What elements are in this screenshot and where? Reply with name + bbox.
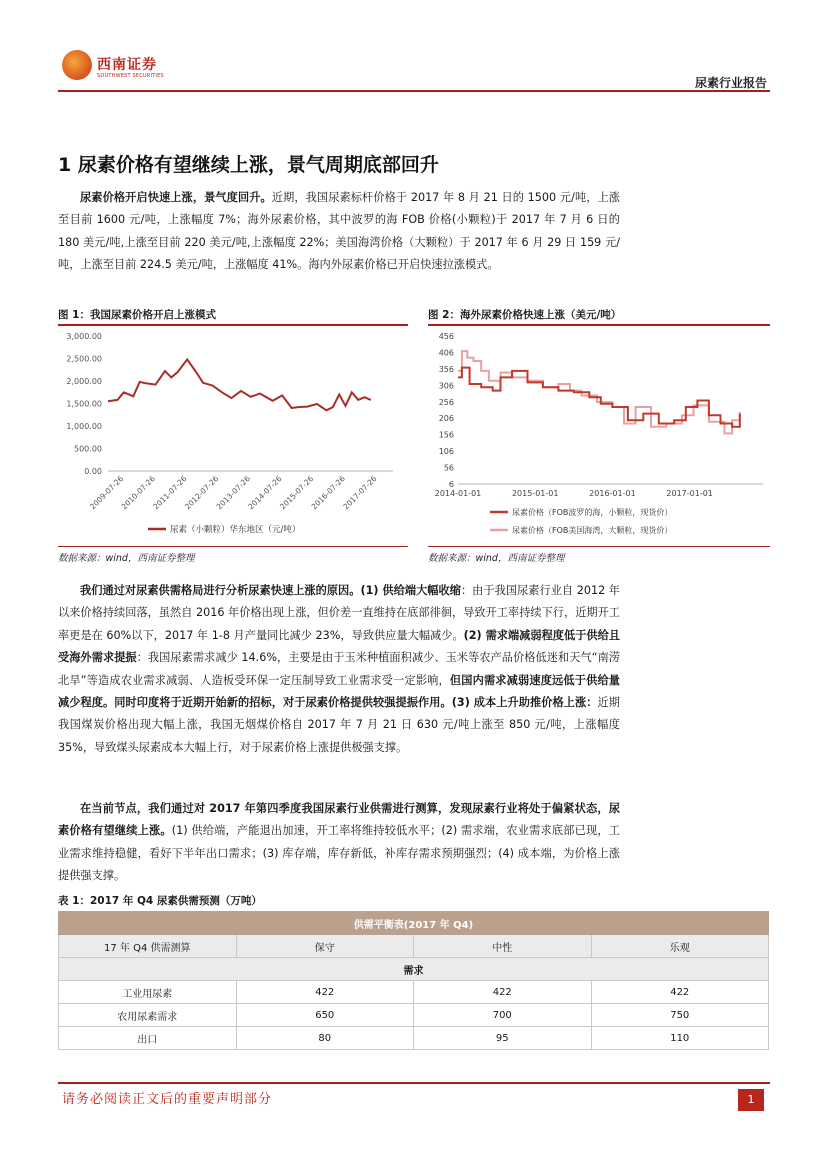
logo-en: SOUTHWEST SECURITIES: [97, 73, 164, 79]
p2-body-3: 近期我国煤炭价格出现大幅上涨，我国无烟煤价格自 2017 年 7 月 21 日 630 元/吨上涨至 850 元/吨，上涨幅度 35%，导致煤头尿素成本大幅上行，对于尿素价格上涨提供极强支撑。: [58, 696, 620, 754]
table-cell: 422: [236, 981, 414, 1004]
table-header-cell: 17 年 Q4 供需测算: [59, 935, 237, 958]
figure2-source: 数据来源：wind，西南证券整理: [428, 553, 565, 564]
table-title: 表 1：2017 年 Q4 尿素供需预测（万吨）: [58, 895, 262, 907]
chart1-y-tick: 0.00: [84, 467, 102, 476]
chart2-y-tick: 306: [438, 381, 454, 391]
p3-lead: 在当前节点，我们通过对 2017 年第四季度我国尿素行业供需进行测算，发现尿素行业将处于偏紧状态，尿素价格有望继续上涨。: [58, 802, 620, 838]
figure1-source: 数据来源：wind，西南证券整理: [58, 553, 195, 564]
table-row: [59, 1004, 769, 1027]
chart2-series-gulf: [458, 351, 740, 433]
p1-lead: 尿素价格开启快速上涨，景气度回升。: [80, 191, 272, 204]
chart2-legend-label-2: 尿素价格（FOB美国海湾，大颗粒，现货价）: [512, 526, 673, 535]
chart2-y-tick: 56: [443, 463, 454, 473]
chart2-x-tick: 2016-01-01: [589, 489, 636, 498]
chart1-x-tick: 2010-07-26: [119, 474, 157, 512]
table-group-label: 需求: [59, 958, 769, 981]
chart2-y-tick: 156: [438, 430, 454, 440]
page-number: 1: [738, 1089, 764, 1111]
chart1-x-tick: 2014-07-26: [246, 474, 284, 512]
chart1: [58, 326, 408, 544]
table-header-cell: 乐观: [591, 935, 769, 958]
chart1-x-tick: 2011-07-26: [151, 474, 189, 512]
table-cell: 422: [414, 981, 592, 1004]
chart1-y-tick: 2,500.00: [66, 354, 102, 364]
table-banner: 供需平衡表(2017 年 Q4): [59, 912, 769, 935]
figure1-source-rule: [58, 546, 408, 547]
chart2: [428, 326, 770, 544]
p2-body-1: ：由于我国尿素行业自 2012 年以来价格持续回落，虽然自 2016 年价格出现上涨，但价差一直维持在底部徘徊，导致开工率持续下行，近期开工率更是在 60%以下，2017 年 1-8 月产量同比减少 23%，导致供应量大幅减少。: [58, 584, 620, 642]
table-cell: 422: [591, 981, 769, 1004]
table-header-cell: 中性: [414, 935, 592, 958]
report-type: 尿素行业报告: [694, 76, 767, 90]
figure1-label: 图 1：我国尿素价格开启上涨模式: [58, 309, 216, 321]
table-row: [59, 981, 769, 1004]
figure2-source-rule: [428, 546, 770, 547]
table-cell: 出口: [59, 1027, 237, 1050]
chart1-x-tick: 2016-07-26: [309, 474, 347, 512]
table-cell: 80: [236, 1027, 414, 1050]
header-rule: [58, 90, 770, 92]
chart1-y-tick: 1,000.00: [66, 422, 102, 431]
paragraph-1: [58, 187, 620, 277]
figure2-label: 图 2：海外尿素价格快速上涨（美元/吨）: [428, 309, 622, 321]
chart1-x-tick: 2013-07-26: [214, 474, 252, 512]
chart2-x-tick: 2015-01-01: [511, 489, 559, 498]
chart1-series-line: [108, 359, 371, 410]
chart2-y-tick: 456: [438, 332, 454, 341]
table-cell: 750: [591, 1004, 769, 1027]
chart1-x-tick: 2012-07-26: [183, 474, 221, 512]
logo-cn: 西南证券: [97, 57, 157, 73]
p2-bold-3: 但国内需求减弱速度远低于供给量减少程度。同时印度将于近期开始新的招标，对于尿素价格提供较强提振作用。(3) 成本上升助推价格上涨：: [58, 673, 620, 710]
table-cell: 650: [236, 1004, 414, 1027]
paragraph-2: [58, 580, 620, 759]
table-cell: 农用尿素需求: [59, 1004, 237, 1027]
chart2-y-tick: 6: [448, 480, 454, 489]
table-cell: 95: [414, 1027, 592, 1050]
chart2-y-tick: 406: [438, 348, 454, 358]
chart2-y-tick: 206: [438, 414, 454, 424]
table-cell: 700: [414, 1004, 592, 1027]
chart1-x-tick: 2017-07-26: [341, 474, 379, 512]
chart2-y-tick: 256: [438, 397, 454, 407]
table-header-cell: 保守: [236, 935, 414, 958]
chart2-x-tick: 2014-01-01: [434, 489, 482, 498]
p2-lead: 我们通过对尿素供需格局进行分析尿素快速上涨的原因。(1) 供给端大幅收缩: [80, 584, 461, 597]
chart1-y-tick: 2,000.00: [66, 377, 102, 386]
chart2-y-tick: 106: [438, 447, 454, 457]
chart2-series-baltic: [458, 368, 740, 427]
p3-body: (1) 供给端，产能退出加速，开工率将维持较低水平；(2) 需求端，农业需求底部已现，工业需求维持稳健，看好下半年出口需求；(3) 库存端，库存新低，补库存需求预期强烈；(4) 成本端，为价格上涨提供强支撑。: [58, 824, 620, 883]
p2-bold-2: (2) 需求端减弱程度低于供给且受海外需求提振: [58, 628, 620, 665]
footer-rule: [58, 1082, 770, 1084]
table-cell: 工业用尿素: [59, 981, 237, 1004]
p1-body: 近期，我国尿素标杆价格于 2017 年 8 月 21 日的 1500 元/吨，上涨至目前 1600 元/吨，上涨幅度 7%；海外尿素价格，其中波罗的海 FOB 价格(小颗粒)于 2017 年 7 月 6 日的 180 美元/吨,上涨至目前 220 美元/吨,上涨幅度 22%；美国海湾价格（大颗粒）于 2017 年 6 月 29 日 159 元/吨，上涨至目前 224.5 美元/吨，上涨幅度 41%。海内外尿素价格已开启快速拉涨模式。: [58, 191, 620, 272]
paragraph-3: [58, 798, 620, 888]
chart2-legend-label-1: 尿素价格（FOB波罗的海，小颗粒，现货价）: [512, 508, 673, 517]
table-row: [59, 1027, 769, 1050]
p2-body-2: ：我国尿素需求减少 14.6%，主要是由于玉米种植面积减少、玉米等农产品价格低迷和天气“南涝北旱”等造成农业需求减弱、人造板受环保一定压制导致工业需求受一定影响，: [58, 651, 620, 687]
supply-demand-table: [58, 911, 769, 1050]
logo-icon: [62, 50, 92, 80]
chart1-x-tick: 2015-07-26: [278, 474, 316, 512]
section-title: 1 尿素价格有望继续上涨，景气周期底部回升: [58, 154, 439, 176]
chart1-legend-label: 尿素（小颗粒）华东地区（元/吨）: [170, 525, 301, 535]
chart1-y-tick: 1,500.00: [66, 399, 102, 409]
chart2-x-tick: 2017-01-01: [666, 489, 713, 498]
chart1-y-tick: 3,000.00: [66, 332, 102, 341]
chart2-y-tick: 356: [438, 364, 454, 374]
footer-notice: 请务必阅读正文后的重要声明部分: [62, 1092, 273, 1107]
chart1-y-tick: 500.00: [74, 444, 102, 454]
chart1-x-tick: 2009-07-26: [88, 474, 126, 512]
table-cell: 110: [591, 1027, 769, 1050]
